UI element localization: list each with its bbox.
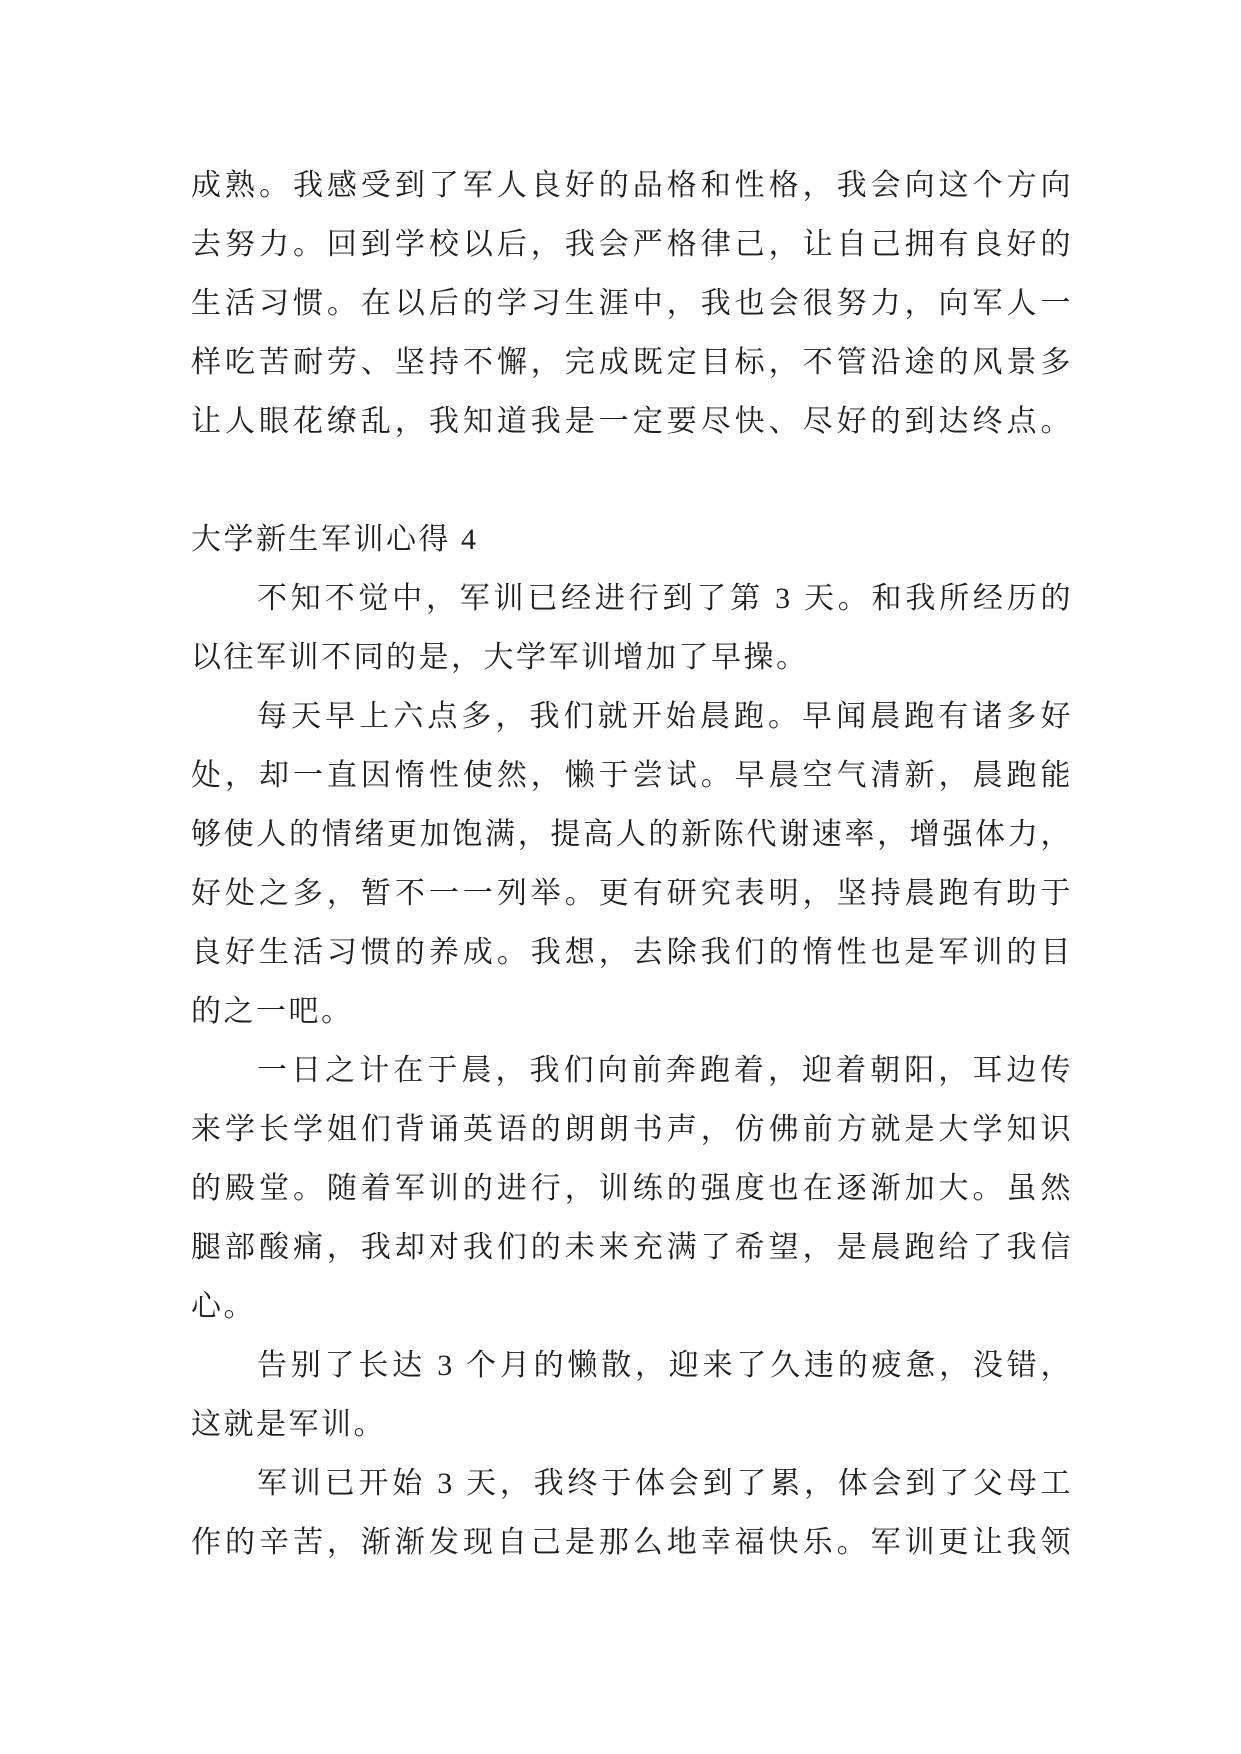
text-line: 军训已开始 3 天，我终于体会到了累，体会到了父母工	[257, 1467, 1073, 1500]
paragraph-continuation	[191, 156, 1073, 451]
blank-line	[191, 451, 1073, 510]
paragraph	[191, 1336, 1073, 1454]
text-line: 以往军训不同的是，大学军训增加了早操。	[191, 641, 809, 674]
text-line: 腿部酸痛，我却对我们的未来充满了希望，是晨跑给了我信	[191, 1231, 1073, 1264]
text-line: 好处之多，暂不一一列举。更有研究表明，坚持晨跑有助于	[191, 877, 1073, 910]
text-line: 样吃苦耐劳、坚持不懈，完成既定目标，不管沿途的风景多	[191, 346, 1073, 379]
text-line: 成熟。我感受到了军人良好的品格和性格，我会向这个方向	[191, 169, 1073, 202]
text-line: 的之一吧。	[191, 995, 354, 1028]
text-line: 处，却一直因惰性使然，懒于尝试。早晨空气清新，晨跑能	[191, 759, 1073, 792]
text-line: 这就是军训。	[191, 1408, 386, 1441]
text-line: 生活习惯。在以后的学习生涯中，我也会很努力，向军人一	[191, 287, 1073, 320]
paragraph	[191, 1041, 1073, 1336]
section-heading: 大学新生军训心得 4	[191, 523, 479, 556]
text-line: 够使人的情绪更加饱满，提高人的新陈代谢速率，增强体力，	[191, 818, 1073, 851]
text-line: 的殿堂。随着军训的进行，训练的强度也在逐渐加大。虽然	[191, 1172, 1073, 1205]
text-line: 良好生活习惯的养成。我想，去除我们的惰性也是军训的目	[191, 936, 1073, 969]
text-line: 让人眼花缭乱，我知道我是一定要尽快、尽好的到达终点。	[191, 405, 1073, 438]
document-body	[191, 156, 1073, 1572]
text-line: 心。	[191, 1290, 256, 1323]
text-line: 告别了长达 3 个月的懒散，迎来了久违的疲惫，没错，	[257, 1349, 1073, 1382]
paragraph	[191, 687, 1073, 1041]
text-line: 每天早上六点多，我们就开始晨跑。早闻晨跑有诸多好	[257, 700, 1073, 733]
text-line: 不知不觉中，军训已经进行到了第 3 天。和我所经历的	[257, 582, 1073, 615]
paragraph	[191, 1454, 1073, 1572]
paragraph	[191, 569, 1073, 687]
text-line: 来学长学姐们背诵英语的朗朗书声，仿佛前方就是大学知识	[191, 1113, 1073, 1146]
text-line: 去努力。回到学校以后，我会严格律己，让自己拥有良好的	[191, 228, 1073, 261]
text-line: 作的辛苦，渐渐发现自己是那么地幸福快乐。军训更让我领	[191, 1526, 1073, 1559]
text-line: 一日之计在于晨，我们向前奔跑着，迎着朝阳，耳边传	[257, 1054, 1073, 1087]
